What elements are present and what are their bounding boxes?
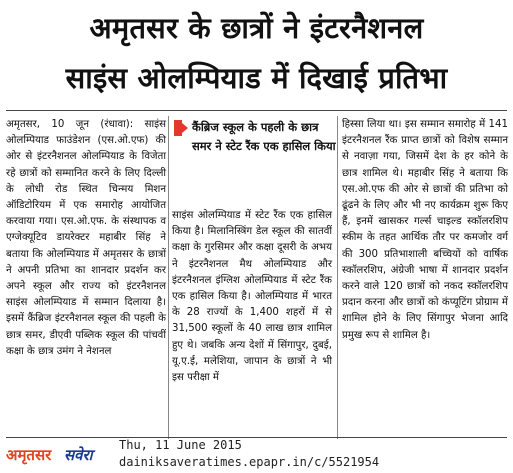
column-1-text: अमृतसर, 10 जून (रंधावा): साइंस ओलम्पियाड फाउंडेशन (एस.ओ.एफ) की ओर से इंटरनैशनल ओलम्पियाड के विजेता रहे छात्रों को सम्मानित करने के लिए दिल्ली के लोधी रोड स्थित चिन्मय मिशन ऑडिटोरियम में एक समारोह आयोजित करवाया गया। एस.ओ.एफ. के संस्थापक व एग्जेक्यूटिव डायरेक्टर महाबीर सिंह ने बताया कि ओलम्पियाड में अमृतसर के छात्रों ने अपनी प्रतिभा का शानदार प्रदर्शन कर अपने स्कूल और राज्य को इंटरनैशनल साइंस ओलम्पियाड में सम्मान दिलाया है। इसमें कैंब्रिज इंटरनैशनल स्कूल की पहली के छात्र समर, डीएवी पब्लिक स्कूल की पांचवीं कक्षा के छात्र उमंग ने नेशनल [6, 119, 166, 357]
article-column-1 [6, 117, 166, 360]
headline-line-1: अमृतसर के छात्रों ने इंटरनैशनल [89, 11, 424, 45]
logo-text-savera: सवेरा [64, 446, 93, 464]
column-2-text: साइंस ओलम्पियाड में स्टेट रैंक एक हासिल किया है। मिलानिस्त्रिंग डेल स्कूल की सातवीं कक्षा के गुरसिमर और कक्षा दूसरी के अभय ने इंटरनैशनल मैथ ओलम्पियाड और इंटरनैशनल इंग्लिश ओलम्पियाड में स्टेट रैंक एक हासिल किया है। ओलम्पियाड में भारत के 28 राज्यों के 1,400 शहरों में से 31,500 स्कूलों के 40 लाख छात्र शामिल हुए थे। जबकि अन्य देशों में सिंगापुर, दुबई, यू.ए.ई, मलेशिया, जापान के छात्रों ने भी इस परीक्षा में [172, 210, 332, 384]
source-url[interactable]: dainiksaveratimes.epapr.in/c/5521954 [119, 455, 380, 469]
pull-quote-box [172, 118, 338, 202]
article-column-2 [172, 208, 332, 386]
pull-quote-marker-icon [174, 120, 182, 136]
pull-quote-text: कैंब्रिज स्कूल के पहली के छात्र समर ने स्टेट रैंक एक हासिल किया [192, 120, 336, 153]
footer-divider [6, 437, 507, 438]
column-divider-2 [337, 116, 338, 439]
article-column-3 [342, 117, 508, 344]
logo-text-amritsar: अमृतसर [6, 446, 52, 464]
headline-line-2: साइंस ओलम्पियाड में दिखाई प्रतिभा [65, 61, 448, 95]
column-3-text: हिस्सा लिया था। इस सम्मान समारोह में 141 इंटरनैशनल रैंक प्राप्त छात्रों को विशेष सम्मान से नवाज़ा गया, जिसमें देश के हर कोने के छात्र शामिल थे। महाबीर सिंह ने बताया कि एस.ओ.एफ की ओर से छात्रों की प्रतिभा को ढूंढने के लिए और भी नए कार्यक्रम शुरू किए हैं, इनमें खासकर गर्ल्स चाइल्ड स्कॉलरशिप स्कीम के तहत आर्थिक तौर पर कमजोर वर्ग की 300 प्रतिभाशाली बच्चियों को वार्षिक स्कॉलरशिप, अंग्रेजी भाषा में शानदार प्रदर्शन करने वाले 120 छात्रों को नकद स्कॉलरशिप प्रदान करना और छात्रों को कंप्यूटिंग प्रोग्राम में शामिल होने के लिए सिंगापुर भेजना आदि प्रमुख रूप से शामिल है। [342, 119, 508, 341]
column-divider-1 [168, 116, 169, 439]
pull-quote-arrow-icon [182, 123, 188, 133]
headline-divider [6, 110, 507, 111]
newspaper-logo [6, 441, 104, 467]
publication-date: Thu, 11 June 2015 [119, 438, 242, 452]
